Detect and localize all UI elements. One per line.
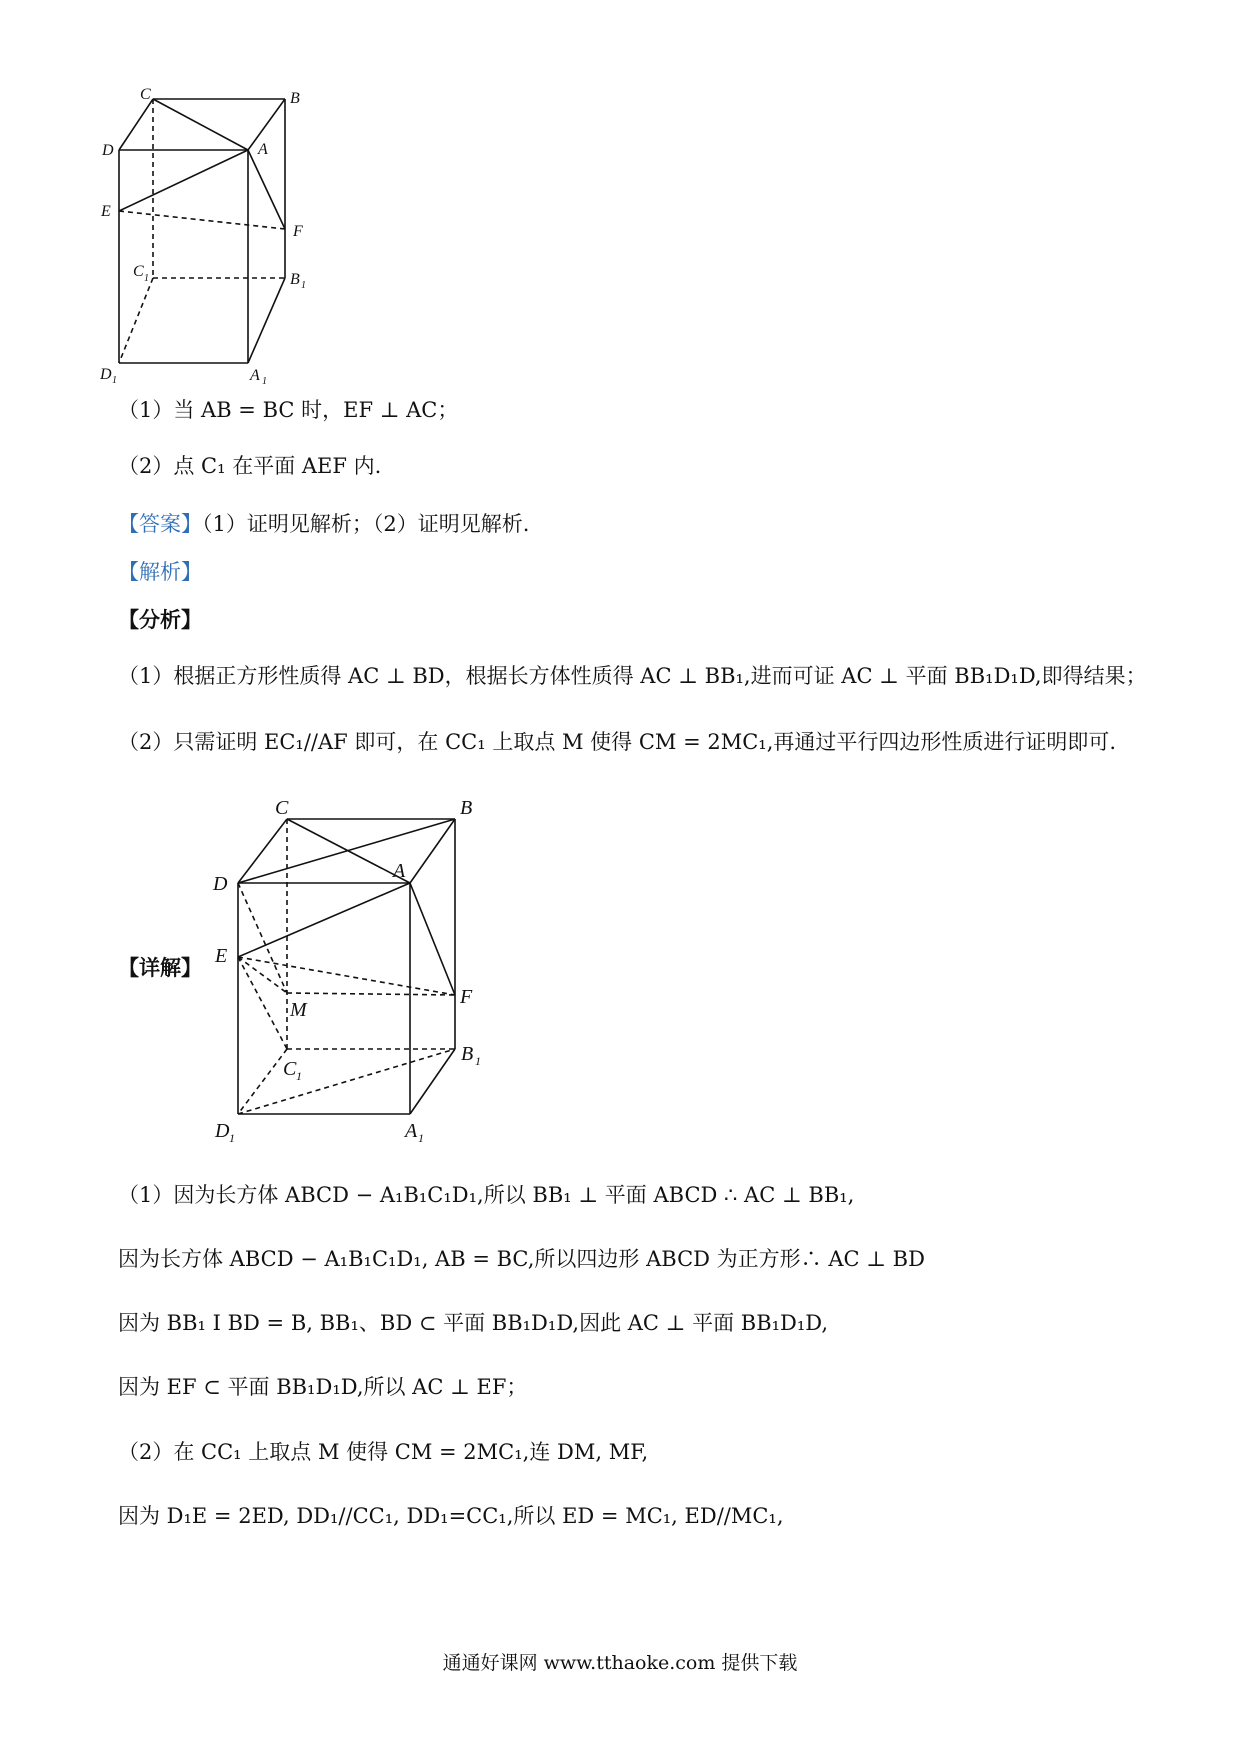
dashed-D-M — [238, 883, 287, 993]
dashed-E-C1 — [238, 957, 287, 1049]
label-B1-sub: 1 — [475, 1054, 481, 1068]
label-D: D — [213, 873, 228, 895]
edge-A1-B1 — [248, 278, 285, 363]
detail-line-5: （2）在 CC₁ 上取点 M 使得 CM = 2MC₁,连 DM, MF, — [118, 1440, 649, 1464]
dashed-E-F — [119, 211, 285, 229]
edge-C-D — [119, 99, 153, 150]
answer-tag: 【答案】 — [118, 512, 202, 536]
label-B1-sub: 1 — [301, 280, 306, 291]
detail-line-3: 因为 BB₁ I BD = B, BB₁、BD ⊂ 平面 BB₁D₁D,因此 AC ⊥ 平面 BB₁D₁D, — [118, 1311, 829, 1335]
edge-C-A — [153, 99, 248, 150]
label-A1-sub: 1 — [262, 376, 267, 387]
edge-B-A — [410, 819, 455, 883]
edge-D-B — [238, 819, 455, 883]
label-A1: A — [405, 1120, 418, 1142]
label-B: B — [290, 90, 300, 107]
edge-C-D — [238, 819, 287, 883]
detail-line-2: 因为长方体 ABCD − A₁B₁C₁D₁, AB = BC,所以四边形 ABCD 为正方形∴ AC ⊥ BD — [118, 1247, 925, 1271]
question-1: （1）当 AB = BC 时，EF ⊥ AC； — [118, 398, 459, 422]
answer-line — [118, 510, 529, 538]
label-D1-sub: 1 — [112, 375, 117, 386]
label-C: C — [140, 86, 151, 103]
figure-2-cuboid-diagram — [205, 790, 505, 1150]
dashed-C1-D1 — [119, 278, 153, 363]
label-F: F — [460, 986, 473, 1008]
label-C1: C — [283, 1058, 297, 1080]
label-A: A — [258, 141, 268, 158]
question-2: （2）点 C₁ 在平面 AEF 内. — [118, 454, 382, 478]
label-D: D — [102, 142, 114, 159]
label-B: B — [460, 797, 473, 819]
label-C1: C — [133, 263, 144, 280]
answer-text: （1）证明见解析；（2）证明见解析. — [202, 512, 530, 536]
fenxi-tag: 【分析】 — [118, 607, 202, 632]
label-D1: D — [100, 366, 112, 383]
dashed-E-F — [238, 957, 455, 995]
dashed-D1-B1 — [238, 1049, 455, 1114]
label-C1-sub: 1 — [296, 1069, 302, 1083]
analysis-tag: 【解析】 — [118, 560, 202, 584]
label-E: E — [101, 203, 111, 220]
edge-A-F — [248, 150, 285, 229]
edge-E-A — [119, 150, 248, 211]
label-B1: B — [461, 1043, 474, 1065]
label-E: E — [215, 945, 228, 967]
page-footer: 通通好课网 www.tthaoke.com 提供下载 — [442, 1652, 798, 1674]
label-A1-sub: 1 — [418, 1131, 424, 1145]
fenxi-line-2: （2）只需证明 EC₁//AF 即可，在 CC₁ 上取点 M 使得 CM = 2MC₁,再通过平行四边形性质进行证明即可. — [118, 730, 1117, 754]
dashed-M-F — [287, 993, 455, 995]
figure-1-cuboid-diagram — [100, 85, 360, 390]
detail-line-6: 因为 D₁E = 2ED, DD₁//CC₁, DD₁=CC₁,所以 ED = MC₁, ED//MC₁, — [118, 1504, 784, 1528]
label-D1: D — [215, 1120, 230, 1142]
label-B1: B — [290, 271, 300, 288]
detail-line-4: 因为 EF ⊂ 平面 BB₁D₁D,所以 AC ⊥ EF； — [118, 1375, 528, 1399]
label-A: A — [393, 860, 406, 882]
detail-line-1: （1）因为长方体 ABCD − A₁B₁C₁D₁,所以 BB₁ ⊥ 平面 ABCD ∴ AC ⊥ BB₁, — [118, 1183, 855, 1207]
edge-A1-B1 — [410, 1049, 455, 1114]
label-C: C — [275, 797, 289, 819]
detail-tag: 【详解】 — [118, 955, 202, 980]
edge-A-F — [410, 883, 455, 995]
dashed-C1-D1 — [238, 1049, 287, 1114]
label-C1-sub: 1 — [144, 273, 149, 284]
fenxi-line-1: （1）根据正方形性质得 AC ⊥ BD，根据长方体性质得 AC ⊥ BB₁,进而可证 AC ⊥ 平面 BB₁D₁D,即得结果； — [118, 664, 1147, 688]
label-D1-sub: 1 — [229, 1131, 235, 1145]
label-F: F — [293, 223, 303, 240]
label-A1: A — [250, 367, 260, 384]
label-M: M — [290, 999, 307, 1021]
edge-E-A — [238, 883, 410, 957]
